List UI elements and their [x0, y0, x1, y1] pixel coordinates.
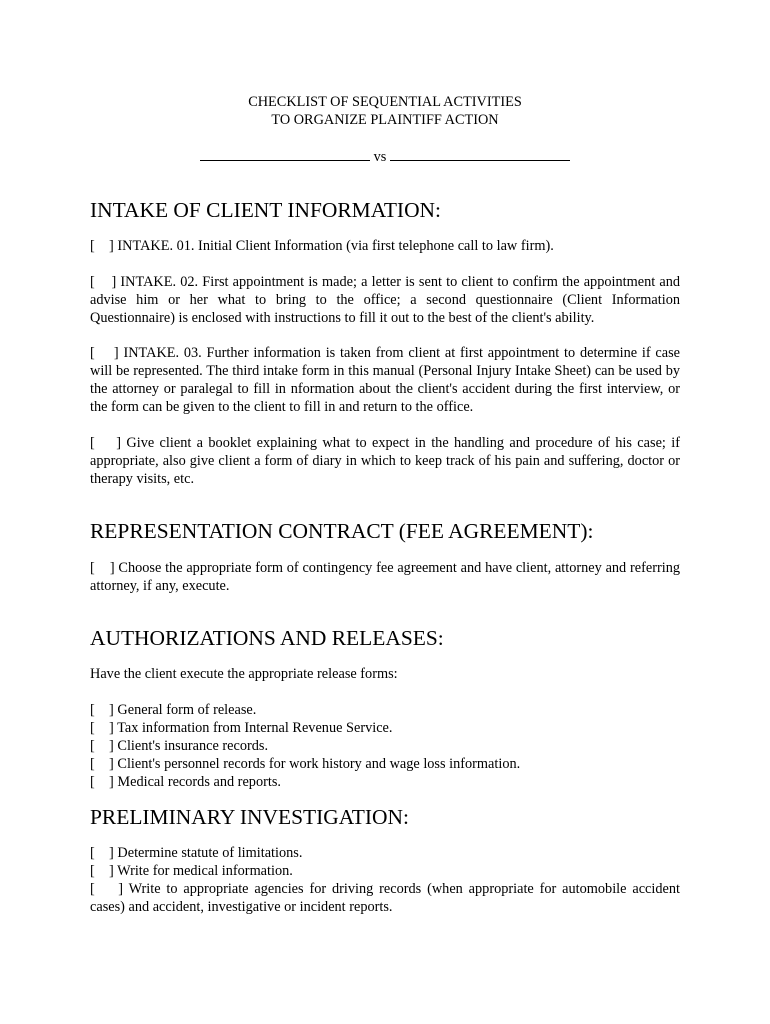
checkbox: [ ]	[90, 756, 114, 772]
checklist-item-statute-of-limitations	[90, 844, 680, 862]
plaintiff-blank-line	[200, 146, 370, 161]
item-text: Give client a booklet explaining what to expect in the handling and procedure of his case; if appropriate, also give client a form of diary in which to keep track of his pain and suffering, doctor or therapy visits, etc.	[90, 435, 680, 487]
vs-label: vs	[373, 149, 387, 165]
checklist-item-medical-records	[90, 773, 680, 791]
checkbox: [ ]	[90, 774, 114, 790]
checklist-item-general-release	[90, 701, 680, 719]
heading-authorizations: AUTHORIZATIONS AND RELEASES:	[90, 626, 444, 650]
item-text: Write for medical information.	[117, 863, 293, 879]
item-text: INTAKE. 03. Further information is taken from client at first appointment to determine if case will be represented. The third intake form in this manual (Personal Injury Intake Sheet) can be used by the attorney or paralegal to fill in nformation about the client's accident during the first interview, or the form can be given to the client to fill in and return to the office.	[90, 345, 681, 415]
title-line-1: CHECKLIST OF SEQUENTIAL ACTIVITIES	[248, 94, 522, 110]
checklist-item-client-booklet	[90, 434, 680, 488]
heading-representation-contract: REPRESENTATION CONTRACT (FEE AGREEMENT):	[90, 519, 594, 543]
heading-intake: INTAKE OF CLIENT INFORMATION:	[90, 198, 441, 222]
case-caption	[0, 146, 770, 166]
item-text: Tax information from Internal Revenue Service.	[117, 720, 393, 736]
checkbox: [ ]	[90, 702, 114, 718]
checkbox: [ ]	[90, 238, 114, 254]
checklist-item-personnel-records	[90, 755, 680, 773]
authorizations-intro: Have the client execute the appropriate release forms:	[90, 666, 398, 682]
checkbox: [ ]	[90, 881, 123, 897]
checkbox: [ ]	[90, 845, 114, 861]
item-text: Choose the appropriate form of contingency fee agreement and have client, attorney and referring attorney, if any, execute.	[90, 560, 680, 594]
checkbox: [ ]	[90, 435, 122, 451]
checklist-item-medical-information	[90, 862, 680, 880]
checklist-item-intake-01	[90, 237, 680, 255]
checklist-item-intake-03	[90, 344, 680, 416]
checkbox: [ ]	[90, 560, 115, 576]
checklist-item-intake-02	[90, 273, 680, 327]
heading-preliminary-investigation: PRELIMINARY INVESTIGATION:	[90, 805, 409, 829]
item-text: INTAKE. 02. First appointment is made; a letter is sent to client to confirm the appointment and advise him or her what to bring to the office; a second questionnaire (Client Information Questionnaire) is enclosed with instructions to fill it out to the best of the client's ability.	[90, 274, 681, 326]
item-text: General form of release.	[117, 702, 257, 718]
item-text: Write to appropriate agencies for driving records (when appropriate for automobile accident cases) and accident, investigative or incident reports.	[90, 881, 680, 915]
checkbox: [ ]	[90, 345, 119, 361]
item-text: Medical records and reports.	[117, 774, 281, 790]
defendant-blank-line	[390, 146, 570, 161]
item-text: Client's insurance records.	[117, 738, 269, 754]
checklist-item-fee-agreement	[90, 559, 680, 595]
checklist-item-insurance-records	[90, 737, 680, 755]
checkbox: [ ]	[90, 863, 114, 879]
item-text: INTAKE. 01. Initial Client Information (via first telephone call to law firm).	[117, 238, 554, 254]
checklist-item-tax-info	[90, 719, 680, 737]
item-text: Determine statute of limitations.	[117, 845, 303, 861]
title-line-2: TO ORGANIZE PLAINTIFF ACTION	[271, 112, 499, 128]
item-text: Client's personnel records for work history and wage loss information.	[117, 756, 521, 772]
checkbox: [ ]	[90, 720, 114, 736]
checkbox: [ ]	[90, 738, 114, 754]
checkbox: [ ]	[90, 274, 117, 290]
checklist-item-driving-records	[90, 880, 680, 916]
